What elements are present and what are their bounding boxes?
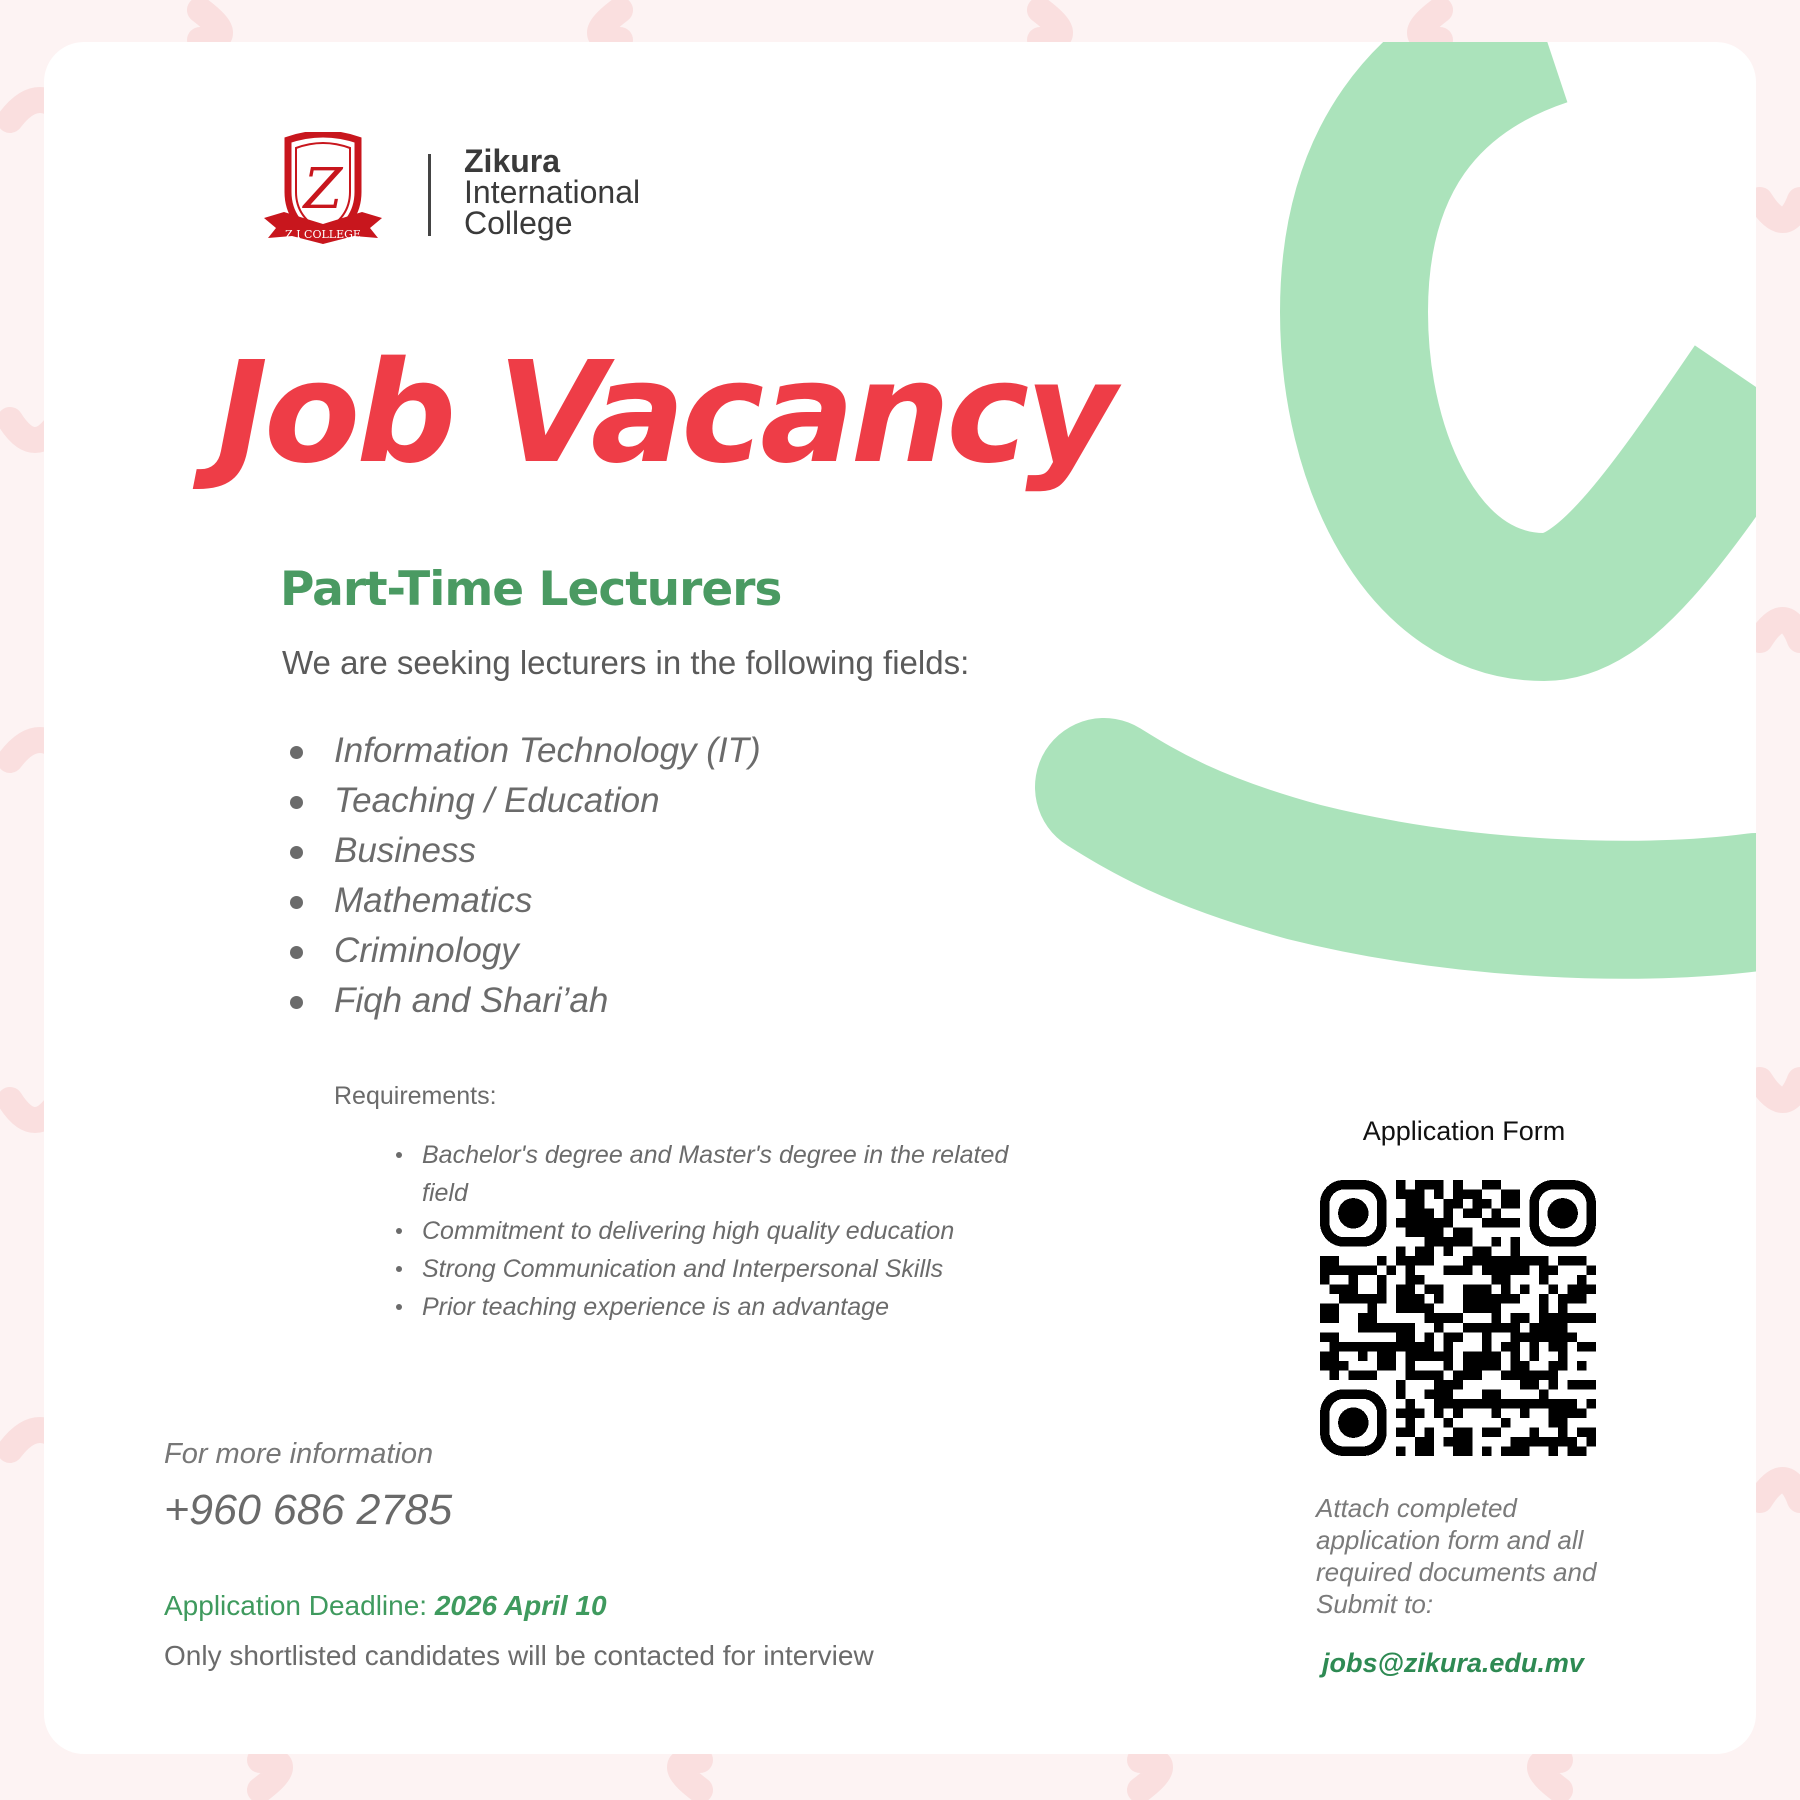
bullet-icon	[396, 1228, 402, 1234]
list-item	[284, 826, 761, 876]
field-label: Fiqh and Shari’ah	[334, 981, 609, 1020]
bullet-icon	[396, 1152, 402, 1158]
bullet-icon	[396, 1304, 402, 1310]
field-label: Criminology	[334, 931, 519, 970]
field-label: Business	[334, 831, 477, 870]
svg-text:Z I COLLEGE: Z I COLLEGE	[285, 228, 361, 241]
bullet-icon	[290, 896, 303, 909]
svg-text:Z: Z	[303, 157, 343, 222]
list-item	[396, 1288, 1016, 1326]
college-name-line2: International	[464, 174, 641, 210]
college-crest-logo	[260, 132, 386, 252]
bullet-icon	[290, 796, 303, 809]
college-name	[464, 143, 641, 241]
deadline-date: 2026 April 10	[434, 1590, 607, 1621]
application-deadline	[164, 1590, 607, 1622]
requirements-list	[396, 1136, 1016, 1326]
bullet-icon	[396, 1266, 402, 1272]
list-item	[284, 976, 761, 1026]
list-item	[284, 926, 761, 976]
shortlist-note: Only shortlisted candidates will be contacted for interview	[164, 1640, 874, 1671]
phone-number-link[interactable]: +960 686 2785	[164, 1486, 453, 1534]
qr-code-icon[interactable]	[1320, 1180, 1596, 1456]
list-item	[284, 726, 761, 776]
deadline-label: Application Deadline:	[164, 1590, 435, 1621]
application-form-label: Application Form	[1362, 1116, 1566, 1146]
requirement-text: Bachelor's degree and Master's degree in the related field	[422, 1141, 1009, 1207]
email-link[interactable]: jobs@zikura.edu.mv	[1322, 1648, 1584, 1678]
position-title: Part-Time Lecturers	[280, 562, 782, 617]
requirement-text: Strong Communication and Interpersonal Skills	[422, 1255, 944, 1283]
field-label: Mathematics	[334, 881, 533, 920]
bullet-icon	[290, 846, 303, 859]
requirements-title: Requirements:	[334, 1082, 497, 1110]
requirement-text: Prior teaching experience is an advantage	[422, 1293, 889, 1321]
list-item	[396, 1136, 1016, 1212]
college-name-line3: College	[464, 205, 573, 241]
intro-text: We are seeking lecturers in the following fields:	[282, 644, 970, 681]
more-info-label: For more information	[164, 1438, 434, 1470]
bullet-icon	[290, 746, 303, 759]
college-name-line1: Zikura	[464, 143, 561, 179]
logo-divider	[428, 154, 431, 236]
bullet-icon	[290, 996, 303, 1009]
list-item	[284, 776, 761, 826]
list-item	[284, 876, 761, 926]
list-item	[396, 1212, 1016, 1250]
attach-instructions: Attach completed application form and all required documents and Submit to:	[1316, 1493, 1597, 1619]
fields-list	[284, 726, 761, 1026]
list-item	[396, 1250, 1016, 1288]
headline: Job Vacancy	[216, 332, 1113, 495]
field-label: Information Technology (IT)	[334, 731, 761, 770]
requirement-text: Commitment to delivering high quality education	[422, 1217, 955, 1245]
poster-card	[44, 42, 1756, 1754]
bullet-icon	[290, 946, 303, 959]
field-label: Teaching / Education	[334, 781, 660, 820]
